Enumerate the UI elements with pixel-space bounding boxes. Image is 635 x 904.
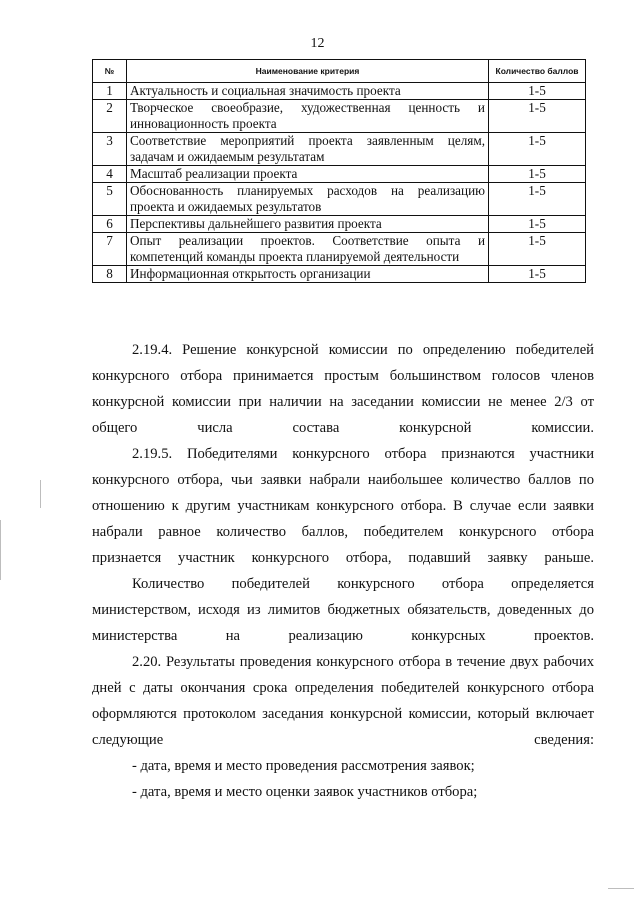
table-row xyxy=(93,100,586,133)
criterion-name: Масштаб реализации проекта xyxy=(127,166,489,183)
list-item-review-date: - дата, время и место проведения рассмотрения заявок; xyxy=(132,758,475,774)
scan-mark xyxy=(608,888,634,889)
paragraph-2-19-4: 2.19.4. Решение конкурсной комиссии по определению победителей конкурсного отбора принимается простым большинством голосов членов конкурсной комиссии при наличии на заседании комиссии не менее 2/3 от общего числа состава конкурсной комиссии. xyxy=(92,342,594,436)
criterion-name: Опыт реализации проектов. Соответствие опыта и компетенций команды проекта планируемой деятельности xyxy=(127,233,489,266)
criterion-points: 1-5 xyxy=(489,166,586,183)
scan-mark xyxy=(0,520,1,580)
criteria-table xyxy=(92,59,586,283)
header-criterion-name: Наименование критерия xyxy=(127,60,489,83)
paragraph-2-19-5: 2.19.5. Победителями конкурсного отбора признаются участники конкурсного отбора, чьи заявки набрали наибольшее количество баллов по отношению к другим участникам конкурсного отбора. В случае если заявки набрали равное количество баллов, победителем конкурсного отбора признается участник конкурсного отбора, подавший заявку раньше. xyxy=(92,446,594,566)
row-number: 5 xyxy=(93,183,127,216)
criterion-points: 1-5 xyxy=(489,83,586,100)
scan-mark xyxy=(40,480,41,508)
table-row xyxy=(93,166,586,183)
row-number: 4 xyxy=(93,166,127,183)
row-number: 7 xyxy=(93,233,127,266)
criterion-name: Информационная открытость организации xyxy=(127,266,489,283)
table-row xyxy=(93,83,586,100)
row-number: 1 xyxy=(93,83,127,100)
table-row xyxy=(93,133,586,166)
criterion-name: Соответствие мероприятий проекта заявленным целям, задачам и ожидаемым результатам xyxy=(127,133,489,166)
criterion-points: 1-5 xyxy=(489,183,586,216)
row-number: 6 xyxy=(93,216,127,233)
header-number: № xyxy=(93,60,127,83)
criterion-points: 1-5 xyxy=(489,266,586,283)
criterion-name: Обоснованность планируемых расходов на реализацию проекта и ожидаемых результатов xyxy=(127,183,489,216)
row-number: 3 xyxy=(93,133,127,166)
criterion-points: 1-5 xyxy=(489,133,586,166)
table-row xyxy=(93,266,586,283)
table-row xyxy=(93,216,586,233)
table-row xyxy=(93,183,586,216)
paragraph-winners-count: Количество победителей конкурсного отбора определяется министерством, исходя из лимитов бюджетных обязательств, доведенных до министерства на реализацию конкурсных проектов. xyxy=(92,576,594,644)
criterion-points: 1-5 xyxy=(489,100,586,133)
criterion-points: 1-5 xyxy=(489,233,586,266)
page-number: 12 xyxy=(310,36,325,51)
header-points: Количество баллов xyxy=(489,60,586,83)
criterion-name: Творческое своеобразие, художественная ценность и инновационность проекта xyxy=(127,100,489,133)
criterion-name: Актуальность и социальная значимость проекта xyxy=(127,83,489,100)
table-header-row xyxy=(93,60,586,83)
criterion-points: 1-5 xyxy=(489,216,586,233)
row-number: 2 xyxy=(93,100,127,133)
list-item-evaluation-date: - дата, время и место оценки заявок участников отбора; xyxy=(132,784,478,800)
row-number: 8 xyxy=(93,266,127,283)
table-row xyxy=(93,233,586,266)
paragraph-2-20: 2.20. Результаты проведения конкурсного отбора в течение двух рабочих дней с даты окончания срока определения победителей конкурсного отбора оформляются протоколом заседания конкурсной комиссии, который включает следующие сведения: xyxy=(92,654,594,748)
criterion-name: Перспективы дальнейшего развития проекта xyxy=(127,216,489,233)
